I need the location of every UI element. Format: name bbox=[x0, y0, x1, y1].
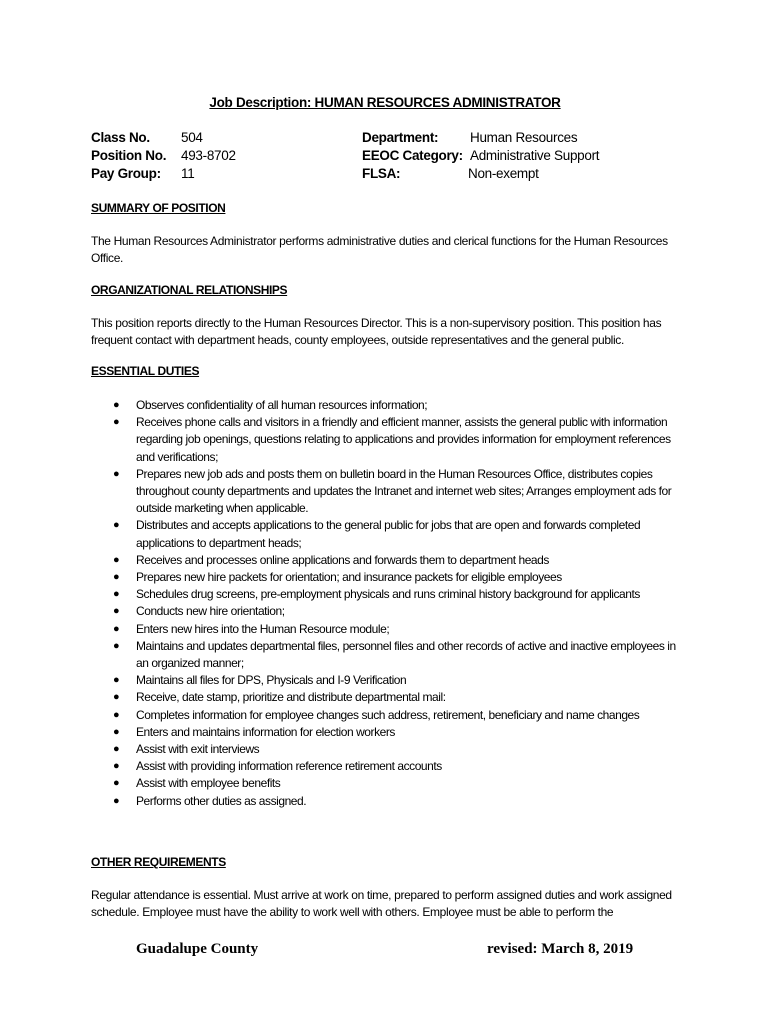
meta-value: 493-8702 bbox=[181, 148, 236, 163]
list-item: ● Schedules drug screens, pre-employment physicals and runs criminal history background for applicants bbox=[91, 586, 686, 603]
bullet-icon: ● bbox=[113, 519, 120, 532]
meta-label: FLSA: bbox=[362, 166, 401, 181]
bullet-icon: ● bbox=[113, 743, 120, 756]
list-item: ● Receives phone calls and visitors in a friendly and efficient manner, assists the general public with information regarding job openings, questions relating to applications and provides information for employment references and verifications; bbox=[113, 415, 671, 464]
bullet-icon: ● bbox=[113, 622, 120, 635]
list-item: ● Assist with employee benefits bbox=[91, 775, 686, 792]
bullet-icon: ● bbox=[113, 399, 120, 411]
meta-label: Department: bbox=[362, 130, 439, 145]
bullet-icon: ● bbox=[113, 571, 120, 584]
list-item: ● Enters new hires into the Human Resource module; bbox=[91, 621, 686, 638]
bullet-icon: ● bbox=[113, 553, 120, 566]
duties-heading: ESSENTIAL DUTIES bbox=[91, 364, 200, 378]
relationships-heading: ORGANIZATIONAL RELATIONSHIPS bbox=[91, 283, 288, 297]
list-item: ● Distributes and accepts applications to the general public for jobs that are open and forwards completed applications to department heads; bbox=[113, 518, 641, 550]
footer-county: Guadalupe County bbox=[136, 941, 259, 957]
list-item: ● Maintains all files for DPS, Physicals and I-9 Verification bbox=[91, 672, 686, 689]
meta-row-flsa bbox=[362, 165, 599, 183]
meta-value: 11 bbox=[181, 166, 195, 181]
bullet-icon: ● bbox=[113, 467, 120, 480]
bullet-icon: ● bbox=[113, 416, 120, 429]
page-title: Job Description: HUMAN RESOURCES ADMINISTRATOR bbox=[209, 95, 561, 110]
list-item: ● Observes confidentiality of all human resources information; bbox=[91, 397, 686, 414]
meta-label: Class No. bbox=[91, 130, 150, 145]
list-item: ● Assist with exit interviews bbox=[91, 741, 686, 758]
summary-heading: SUMMARY OF POSITION bbox=[91, 201, 226, 215]
list-item: ● Performs other duties as assigned. bbox=[91, 793, 686, 810]
meta-row-class-no bbox=[91, 129, 236, 147]
position-info-right bbox=[362, 129, 599, 183]
bullet-icon: ● bbox=[113, 691, 120, 704]
meta-row-position-no bbox=[91, 147, 236, 165]
other-requirements-text: Regular attendance is essential. Must arrive at work on time, prepared to perform assigned duties and work assigned schedule. Employee must have the ability to work well with others. Employee must be able to perform the bbox=[91, 888, 672, 919]
bullet-icon: ● bbox=[113, 760, 120, 773]
bullet-icon: ● bbox=[113, 777, 120, 790]
other-requirements-heading: OTHER REQUIREMENTS bbox=[91, 855, 226, 869]
meta-label: EEOC Category: bbox=[362, 148, 463, 163]
meta-value: Human Resources bbox=[470, 130, 578, 145]
bullet-icon: ● bbox=[113, 794, 120, 807]
list-item: ● Conducts new hire orientation; bbox=[91, 603, 686, 620]
meta-value: 504 bbox=[181, 130, 203, 145]
list-item: ● Enters and maintains information for election workers bbox=[91, 724, 686, 741]
meta-row-pay-group bbox=[91, 165, 236, 183]
meta-label: Position No. bbox=[91, 148, 167, 163]
meta-value: Administrative Support bbox=[470, 148, 600, 163]
list-item: ● Prepares new hire packets for orientation; and insurance packets for eligible employees bbox=[91, 569, 686, 586]
list-item: ● Maintains and updates departmental files, personnel files and other records of active and inactive employees in an organized manner; bbox=[113, 638, 676, 671]
meta-row-department bbox=[362, 129, 599, 147]
bullet-icon: ● bbox=[113, 708, 120, 721]
list-item: ● Receive, date stamp, prioritize and distribute departmental mail: bbox=[91, 689, 686, 706]
list-item: ● Completes information for employee changes such address, retirement, beneficiary and name changes bbox=[91, 707, 686, 724]
bullet-icon: ● bbox=[113, 605, 120, 618]
bullet-icon: ● bbox=[113, 588, 120, 601]
relationships-text: This position reports directly to the Human Resources Director. This is a non-supervisory position. This position has frequent contact with department heads, county employees, outside representatives and the general public. bbox=[91, 316, 662, 347]
list-item: ● Prepares new job ads and posts them on bulletin board in the Human Resources Office, distributes copies throughout county departments and updates the Intranet and internet web sites; Arranges employment ads for outside marketing when applicable. bbox=[113, 466, 672, 516]
meta-value: Non-exempt bbox=[468, 166, 539, 181]
bullet-icon: ● bbox=[113, 674, 120, 687]
summary-text: The Human Resources Administrator performs administrative duties and clerical functions for the Human Resources Office. bbox=[91, 234, 668, 265]
list-item: ● Assist with providing information reference retirement accounts bbox=[91, 758, 686, 775]
position-info-left bbox=[91, 129, 236, 183]
meta-row-eeoc-category bbox=[362, 147, 599, 165]
bullet-icon: ● bbox=[113, 639, 120, 652]
bullet-icon: ● bbox=[113, 725, 120, 738]
list-item: ● Receives and processes online applications and forwards them to department heads bbox=[91, 552, 686, 569]
meta-label: Pay Group: bbox=[91, 166, 161, 181]
footer-revised-date: revised: March 8, 2019 bbox=[487, 941, 634, 957]
duties-list bbox=[91, 397, 686, 810]
